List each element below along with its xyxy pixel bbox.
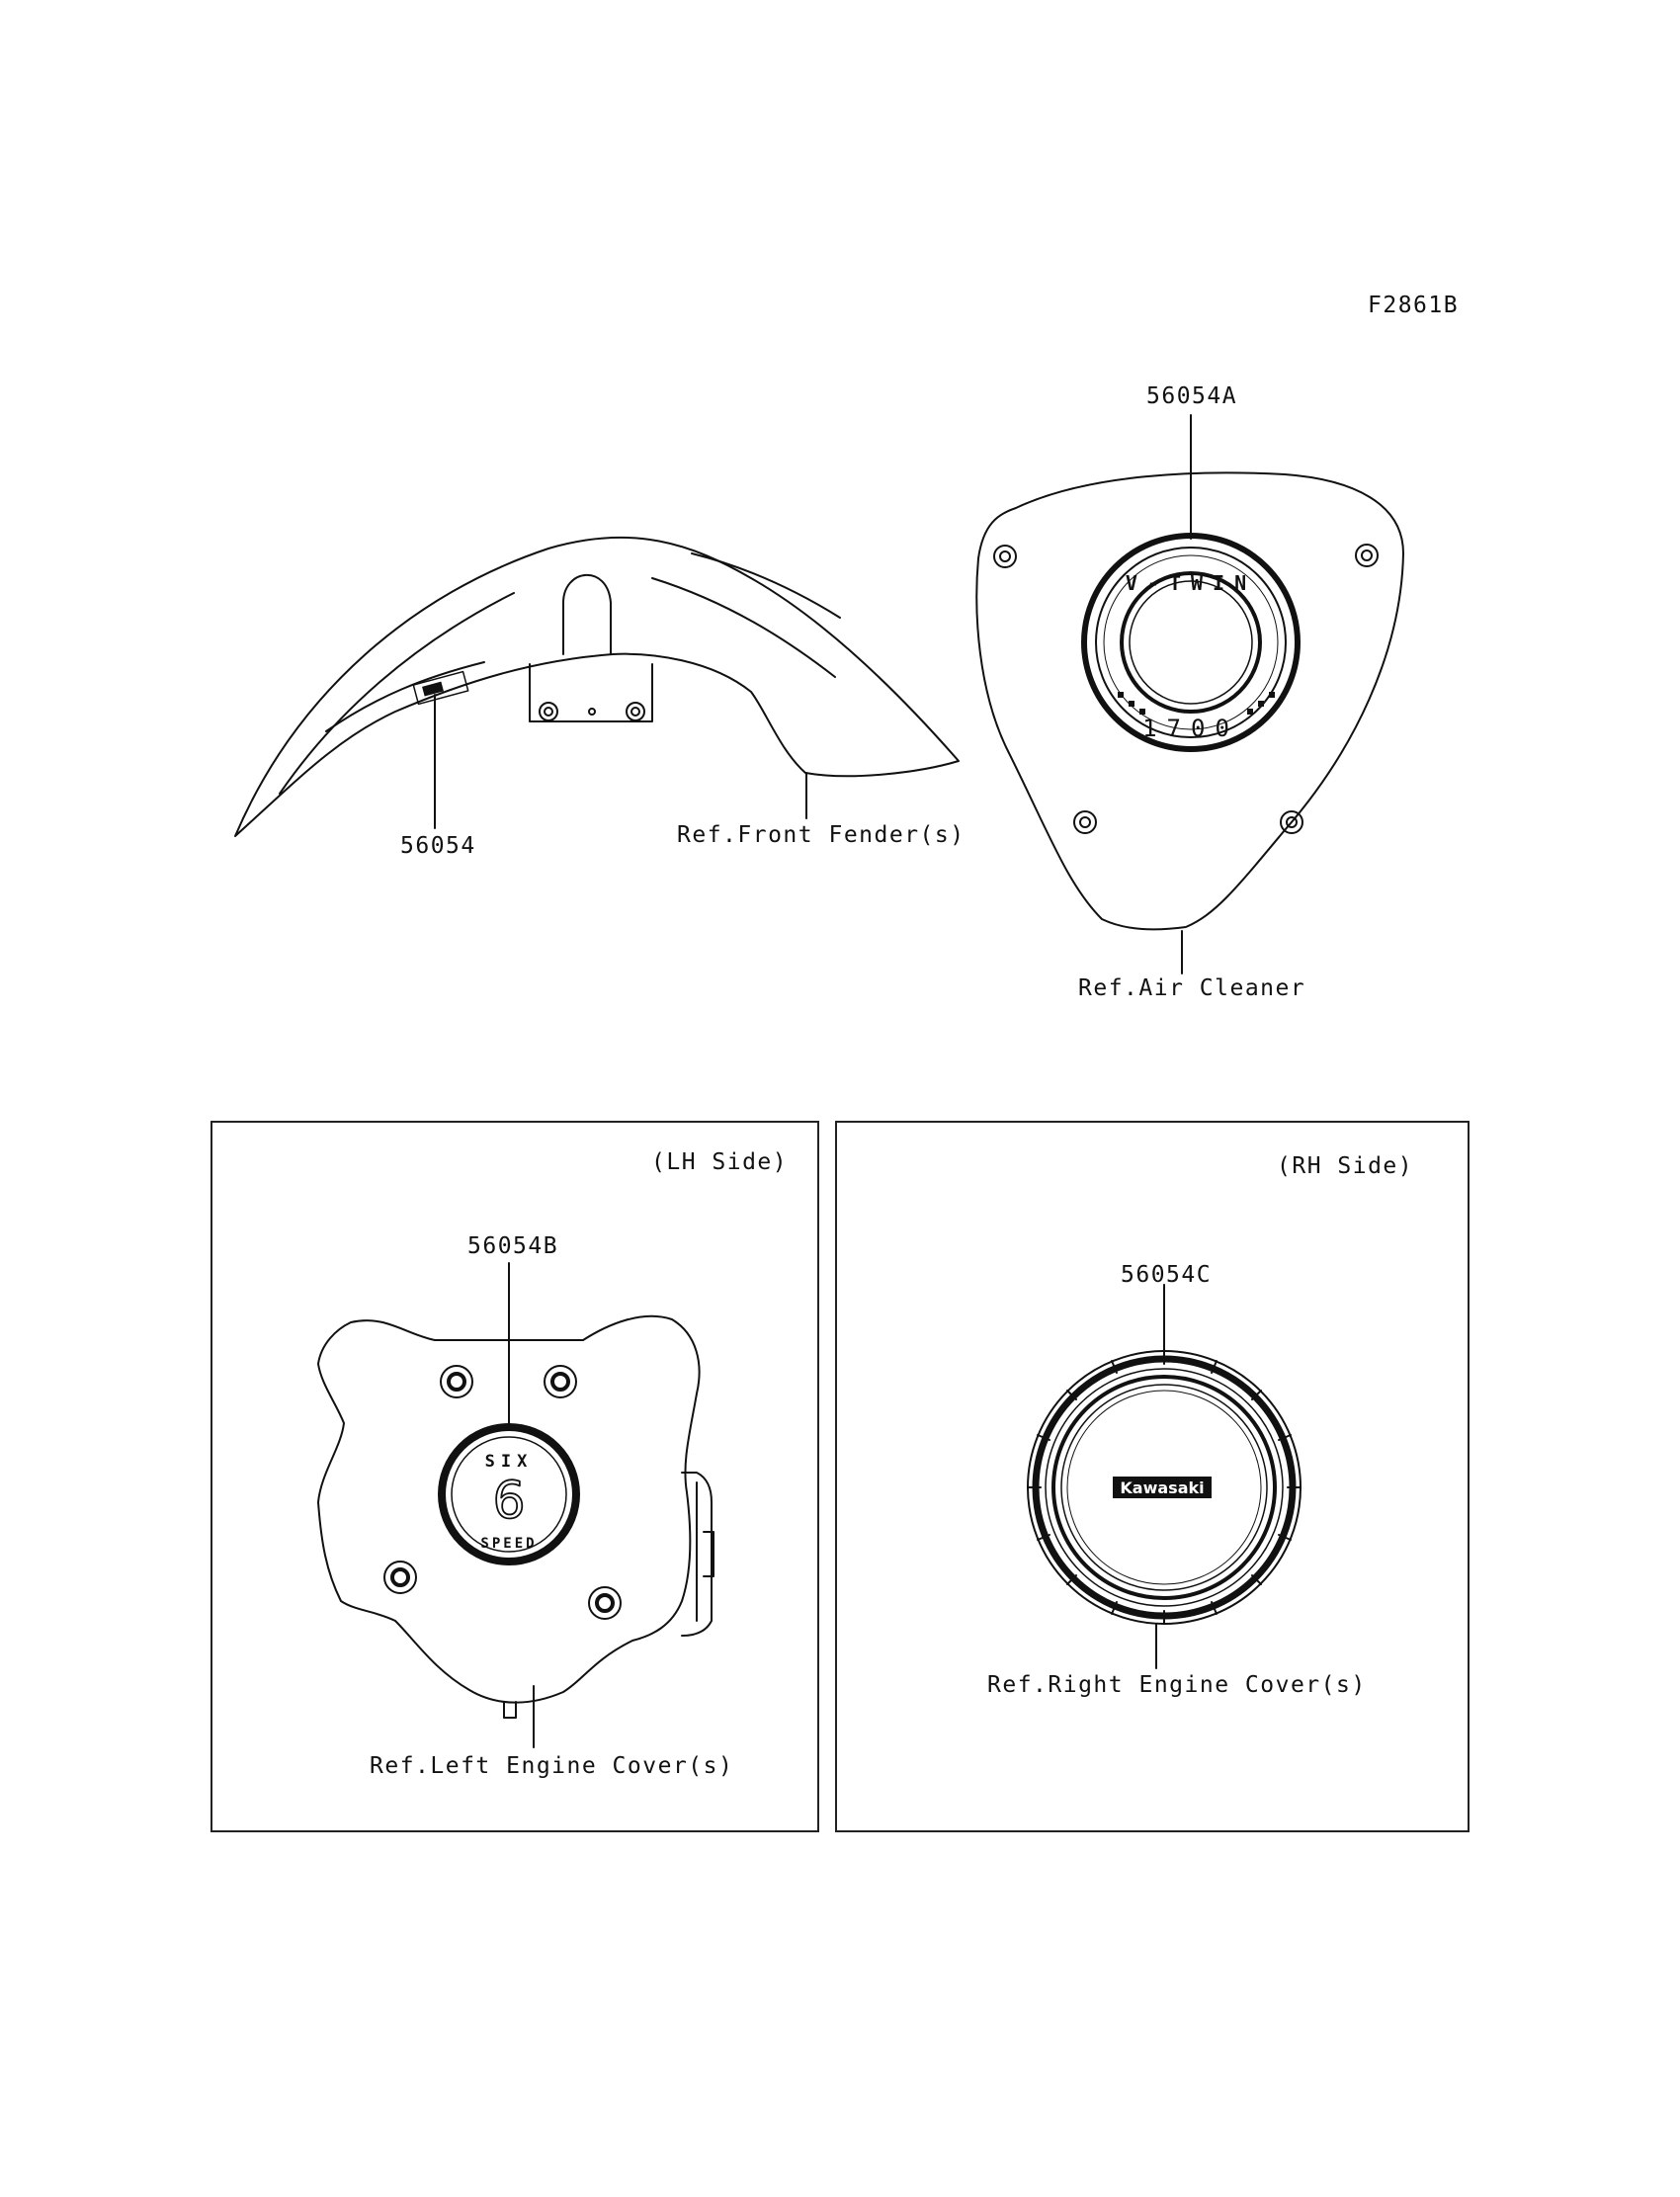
kawasaki-emblem-text: Kawasaki	[1120, 1479, 1205, 1497]
front-fender-drawing	[235, 538, 959, 836]
part-number-56054C: 56054C	[1121, 1262, 1213, 1288]
part-number-56054: 56054	[400, 833, 476, 859]
rh-side-label: (RH Side)	[1277, 1153, 1414, 1179]
lh-side-label: (LH Side)	[651, 1149, 789, 1175]
ref-front-fender: Ref.Front Fender(s)	[677, 822, 966, 848]
1700-emblem-text: 1700	[1142, 715, 1239, 742]
figure-code: F2861B	[1368, 293, 1460, 318]
part-number-56054B: 56054B	[467, 1233, 559, 1259]
six-emblem-text: SIX	[484, 1452, 534, 1472]
ref-right-engine-cover: Ref.Right Engine Cover(s)	[987, 1672, 1367, 1698]
speed-emblem-text: SPEED	[480, 1536, 538, 1552]
ref-air-cleaner: Ref.Air Cleaner	[1078, 975, 1306, 1001]
six-emblem-numeral: 6	[492, 1472, 526, 1531]
air-cleaner-drawing	[976, 472, 1403, 929]
part-number-56054A: 56054A	[1146, 383, 1238, 409]
v-twin-emblem-text: V-TWIN	[1125, 571, 1257, 595]
ref-left-engine-cover: Ref.Left Engine Cover(s)	[370, 1753, 734, 1779]
